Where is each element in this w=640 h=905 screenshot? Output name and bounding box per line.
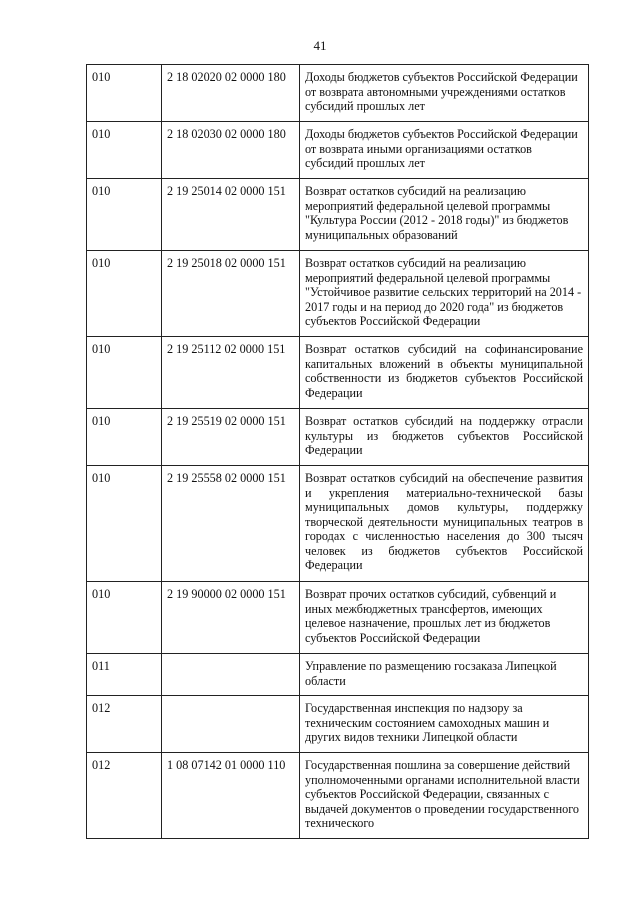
table-row <box>87 65 589 122</box>
revenue-code-cell: 1 08 07142 01 0000 110 <box>162 753 300 839</box>
table-row <box>87 179 589 251</box>
description-cell: Управление по размещению госзаказа Липецкой области <box>300 654 589 696</box>
table-row <box>87 337 589 409</box>
admin-code-cell: 010 <box>87 582 162 654</box>
description-cell: Возврат остатков субсидий на софинансирование капитальных вложений в объекты муниципальной собственности из бюджетов субъектов Российской Федерации <box>300 337 589 409</box>
revenue-code-cell <box>162 696 300 753</box>
revenue-code-cell: 2 18 02030 02 0000 180 <box>162 122 300 179</box>
revenue-code-cell: 2 19 25112 02 0000 151 <box>162 337 300 409</box>
revenue-code-cell: 2 19 25018 02 0000 151 <box>162 251 300 337</box>
revenue-code-cell: 2 19 25558 02 0000 151 <box>162 466 300 582</box>
description-cell: Государственная пошлина за совершение действий уполномоченными органами исполнительной власти субъектов Российской Федерации, связанных с выдачей документов о проведении государственного технического <box>300 753 589 839</box>
table-row <box>87 409 589 466</box>
description-cell: Возврат остатков субсидий на реализацию мероприятий федеральной целевой программы "Устойчивое развитие сельских территорий на 2014 - 2017 годы и на период до 2020 года" из бюджетов субъектов Российской Федерации <box>300 251 589 337</box>
admin-code-cell: 010 <box>87 179 162 251</box>
description-cell: Возврат остатков субсидий на реализацию мероприятий федеральной целевой программы "Культура России (2012 - 2018 годы)" из бюджетов муниципальных образований <box>300 179 589 251</box>
description-cell: Доходы бюджетов субъектов Российской Федерации от возврата иными организациями остатков субсидий прошлых лет <box>300 122 589 179</box>
revenue-code-cell: 2 19 90000 02 0000 151 <box>162 582 300 654</box>
description-cell: Возврат остатков субсидий на обеспечение развития и укрепления материально-технической базы муниципальных домов культуры, поддержку творческой деятельности муниципальных театров в городах с численностью населения до 300 тысяч человек из бюджетов субъектов Российской Федерации <box>300 466 589 582</box>
revenue-code-cell: 2 19 25519 02 0000 151 <box>162 409 300 466</box>
admin-code-cell: 011 <box>87 654 162 696</box>
admin-code-cell: 010 <box>87 466 162 582</box>
revenue-code-cell: 2 19 25014 02 0000 151 <box>162 179 300 251</box>
description-cell: Доходы бюджетов субъектов Российской Федерации от возврата автономными учреждениями остатков субсидий прошлых лет <box>300 65 589 122</box>
description-cell: Возврат остатков субсидий на поддержку отрасли культуры из бюджетов субъектов Российской Федерации <box>300 409 589 466</box>
revenue-code-cell: 2 18 02020 02 0000 180 <box>162 65 300 122</box>
budget-codes-table <box>86 64 589 839</box>
admin-code-cell: 010 <box>87 65 162 122</box>
table-row <box>87 696 589 753</box>
table-row <box>87 251 589 337</box>
admin-code-cell: 010 <box>87 122 162 179</box>
table-row <box>87 582 589 654</box>
admin-code-cell: 010 <box>87 251 162 337</box>
description-cell: Возврат прочих остатков субсидий, субвенций и иных межбюджетных трансфертов, имеющих целевое назначение, прошлых лет из бюджетов субъектов Российской Федерации <box>300 582 589 654</box>
table-row <box>87 753 589 839</box>
admin-code-cell: 012 <box>87 753 162 839</box>
description-cell: Государственная инспекция по надзору за техническим состоянием самоходных машин и других видов техники Липецкой области <box>300 696 589 753</box>
admin-code-cell: 010 <box>87 409 162 466</box>
table-row <box>87 654 589 696</box>
admin-code-cell: 012 <box>87 696 162 753</box>
revenue-code-cell <box>162 654 300 696</box>
admin-code-cell: 010 <box>87 337 162 409</box>
page-number: 41 <box>313 38 327 53</box>
table-row <box>87 466 589 582</box>
table-row <box>87 122 589 179</box>
